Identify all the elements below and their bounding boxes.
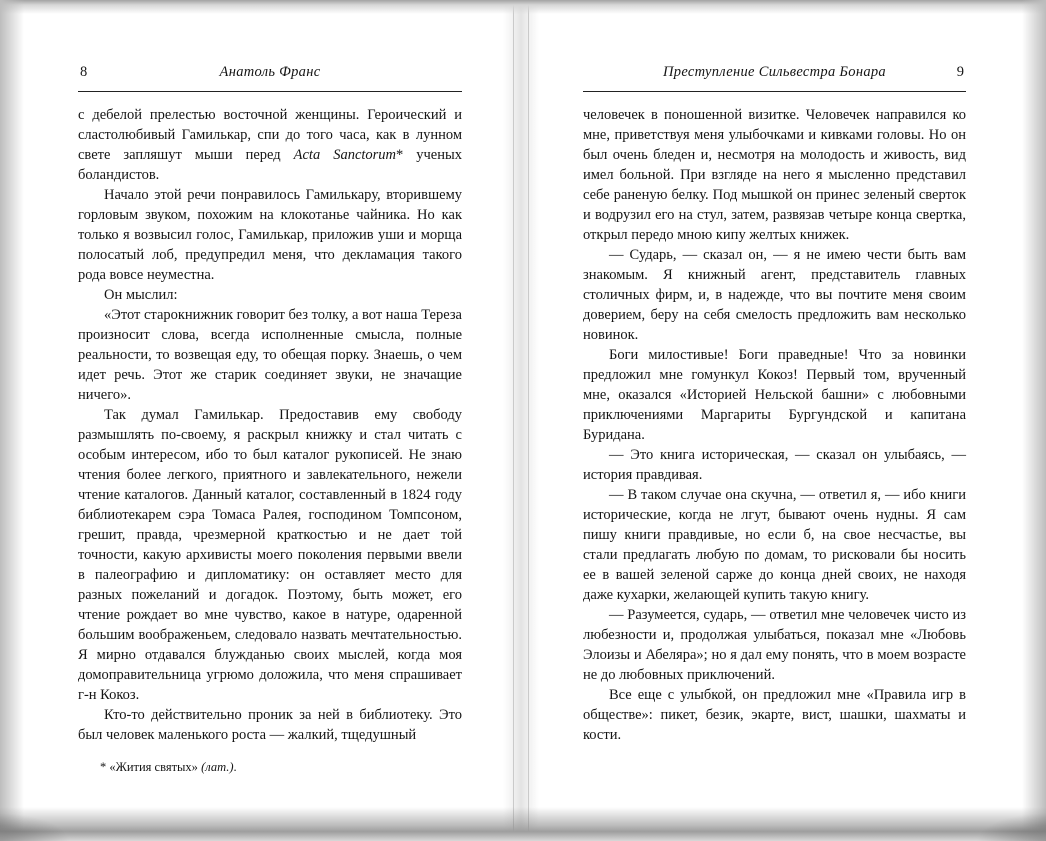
page-edge-right bbox=[1022, 0, 1046, 841]
paragraph bbox=[78, 405, 462, 705]
text-run: человечек в поношенной визитке. Человечек направился ко мне, приветствуя меня улыбочками и кивками головы. Но он был очень бледен и, несмотря на молодость и живость, вид имел больной. При взгляде на него я мысленно представил себе раненую белку. Под мышкой он принес зеленый сверток и водрузил его на стул, затем, развязав четыре конца свертка, открыл передо мною кипу желтых книжек. bbox=[583, 107, 966, 243]
paragraph bbox=[78, 705, 462, 745]
footnote bbox=[78, 759, 462, 775]
left-page-number: 8 bbox=[80, 64, 88, 80]
text-run: * ученых боландистов. bbox=[78, 147, 462, 183]
text-run: — В таком случае она скучна, — ответил я, — ибо книги исторические, когда не лгут, бывают очень нудны. Я сам пишу книги правдивые, но если б, на свое несчастье, вы стали предлагать любую по домам, то рисковали бы носить ее в вашей зеленой сарже до конца дней своих, не находя даже кухарки, желающей купить такую книгу. bbox=[583, 487, 966, 603]
text-run: Боги милостивые! Боги праведные! Что за новинки предложил мне гомункул Кокоз! Первый том, врученный мне, оказался «Историей Нельской башни» с любовными приключениями Маргариты Бургундской и капитана Буридана. bbox=[583, 347, 966, 443]
text-run: — Сударь, — сказал он, — я не имею чести быть вам знакомым. Я книжный агент, представитель главных столичных фирм, и, в надежде, что вы почтите меня своим доверием, беру на себя смелость предложить вам несколько новинок. bbox=[583, 247, 966, 343]
paragraph bbox=[78, 105, 462, 185]
italic-text-run: (лат.) bbox=[201, 760, 234, 774]
text-run: «Этот старокнижник говорит без толку, а вот наша Тереза произносит слова, всегда исполненные смысла, полные реальности, то возвещая еду, то обещая порку. Знаешь, о чем идет речь. Этот же старик соединяет звуки, не значащие ничего». bbox=[78, 307, 462, 403]
paragraph bbox=[583, 245, 966, 345]
right-page-number: 9 bbox=[956, 64, 964, 80]
text-run: * «Жития святых» bbox=[100, 760, 202, 774]
text-run: с дебелой прелестью восточной женщины. Героический и сластолюбивый Гамилькар, спи до того часа, как в лунном свете запляшут мыши перед bbox=[78, 107, 462, 163]
italic-text-run: Acta Sanctorum bbox=[293, 147, 397, 163]
left-page-header bbox=[78, 64, 462, 92]
page-edge-top bbox=[0, 0, 1046, 14]
left-running-head: Анатоль Франс bbox=[219, 64, 321, 80]
paragraph bbox=[583, 105, 966, 245]
paragraph bbox=[78, 285, 462, 305]
text-run: Начало этой речи понравилось Гамилькару, вторившему горловым звуком, похожим на клокотанье чайника. Но как только я возвысил голос, Гамилькар, приложив уши и морща полосатый лоб, предупредил меня, что декламация такого рода вовсе неуместна. bbox=[78, 187, 462, 283]
right-page bbox=[583, 64, 966, 745]
text-run: Так думал Гамилькар. Предоставив ему свободу размышлять по-своему, я раскрыл книжку и стал читать с особым интересом, ибо то был каталог рукописей. Не знаю чтения более легкого, приятного и завлекательного, нежели чтение каталогов. Данный каталог, составленный в 1824 году библиотекарем сэра Томаса Ралея, господином Томпсоном, грешит, правда, чрезмерной краткостью и не дает той точности, какую архивисты моего поколения первыми ввели в палеографию и дипломатику: он оставляет место для разных пожеланий и догадок. Поэтому, быть может, его чтение рождает во мне чувство, какое в натуре, одаренной большим воображеньем, следовало назвать мечтательностью. Я мирно отдавался блужданью своих мыслей, когда моя домоправительница угрюмо доложила, что меня спрашивает г-н Кокоз. bbox=[78, 407, 462, 703]
text-run: Все еще с улыбкой, он предложил мне «Правила игр в обществе»: пикет, безик, экарте, вист, шашки, шахматы и кости. bbox=[583, 687, 966, 743]
paragraph bbox=[583, 345, 966, 445]
book-spine bbox=[503, 0, 539, 841]
corner-shadow-bottom-right bbox=[976, 813, 1046, 841]
paragraph bbox=[583, 485, 966, 605]
paragraph bbox=[583, 685, 966, 745]
corner-shadow-bottom-left bbox=[0, 813, 70, 841]
page-edge-left bbox=[0, 0, 24, 841]
right-page-header bbox=[583, 64, 966, 92]
text-run: — Это книга историческая, — сказал он улыбаясь, — история правдивая. bbox=[583, 447, 966, 483]
paragraph bbox=[78, 305, 462, 405]
paragraph bbox=[583, 445, 966, 485]
text-run: Он мыслил: bbox=[104, 287, 178, 303]
paragraph bbox=[583, 605, 966, 685]
text-run: Кто-то действительно проник за ней в библиотеку. Это был человек маленького роста — жалкий, тщедушный bbox=[78, 707, 462, 743]
text-run: . bbox=[233, 760, 237, 774]
right-running-head: Преступление Сильвестра Бонара bbox=[663, 64, 886, 80]
text-run: — Разумеется, сударь, — ответил мне человечек чисто из любезности и, продолжая улыбаться, показал мне «Любовь Элоизы и Абеляра»; но я дал ему понять, что в моем возрасте не до любовных приключений. bbox=[583, 607, 966, 683]
paragraph bbox=[78, 185, 462, 285]
page-edge-bottom bbox=[0, 807, 1046, 841]
left-page-body bbox=[78, 105, 462, 745]
left-page bbox=[78, 64, 462, 775]
right-page-body bbox=[583, 105, 966, 745]
